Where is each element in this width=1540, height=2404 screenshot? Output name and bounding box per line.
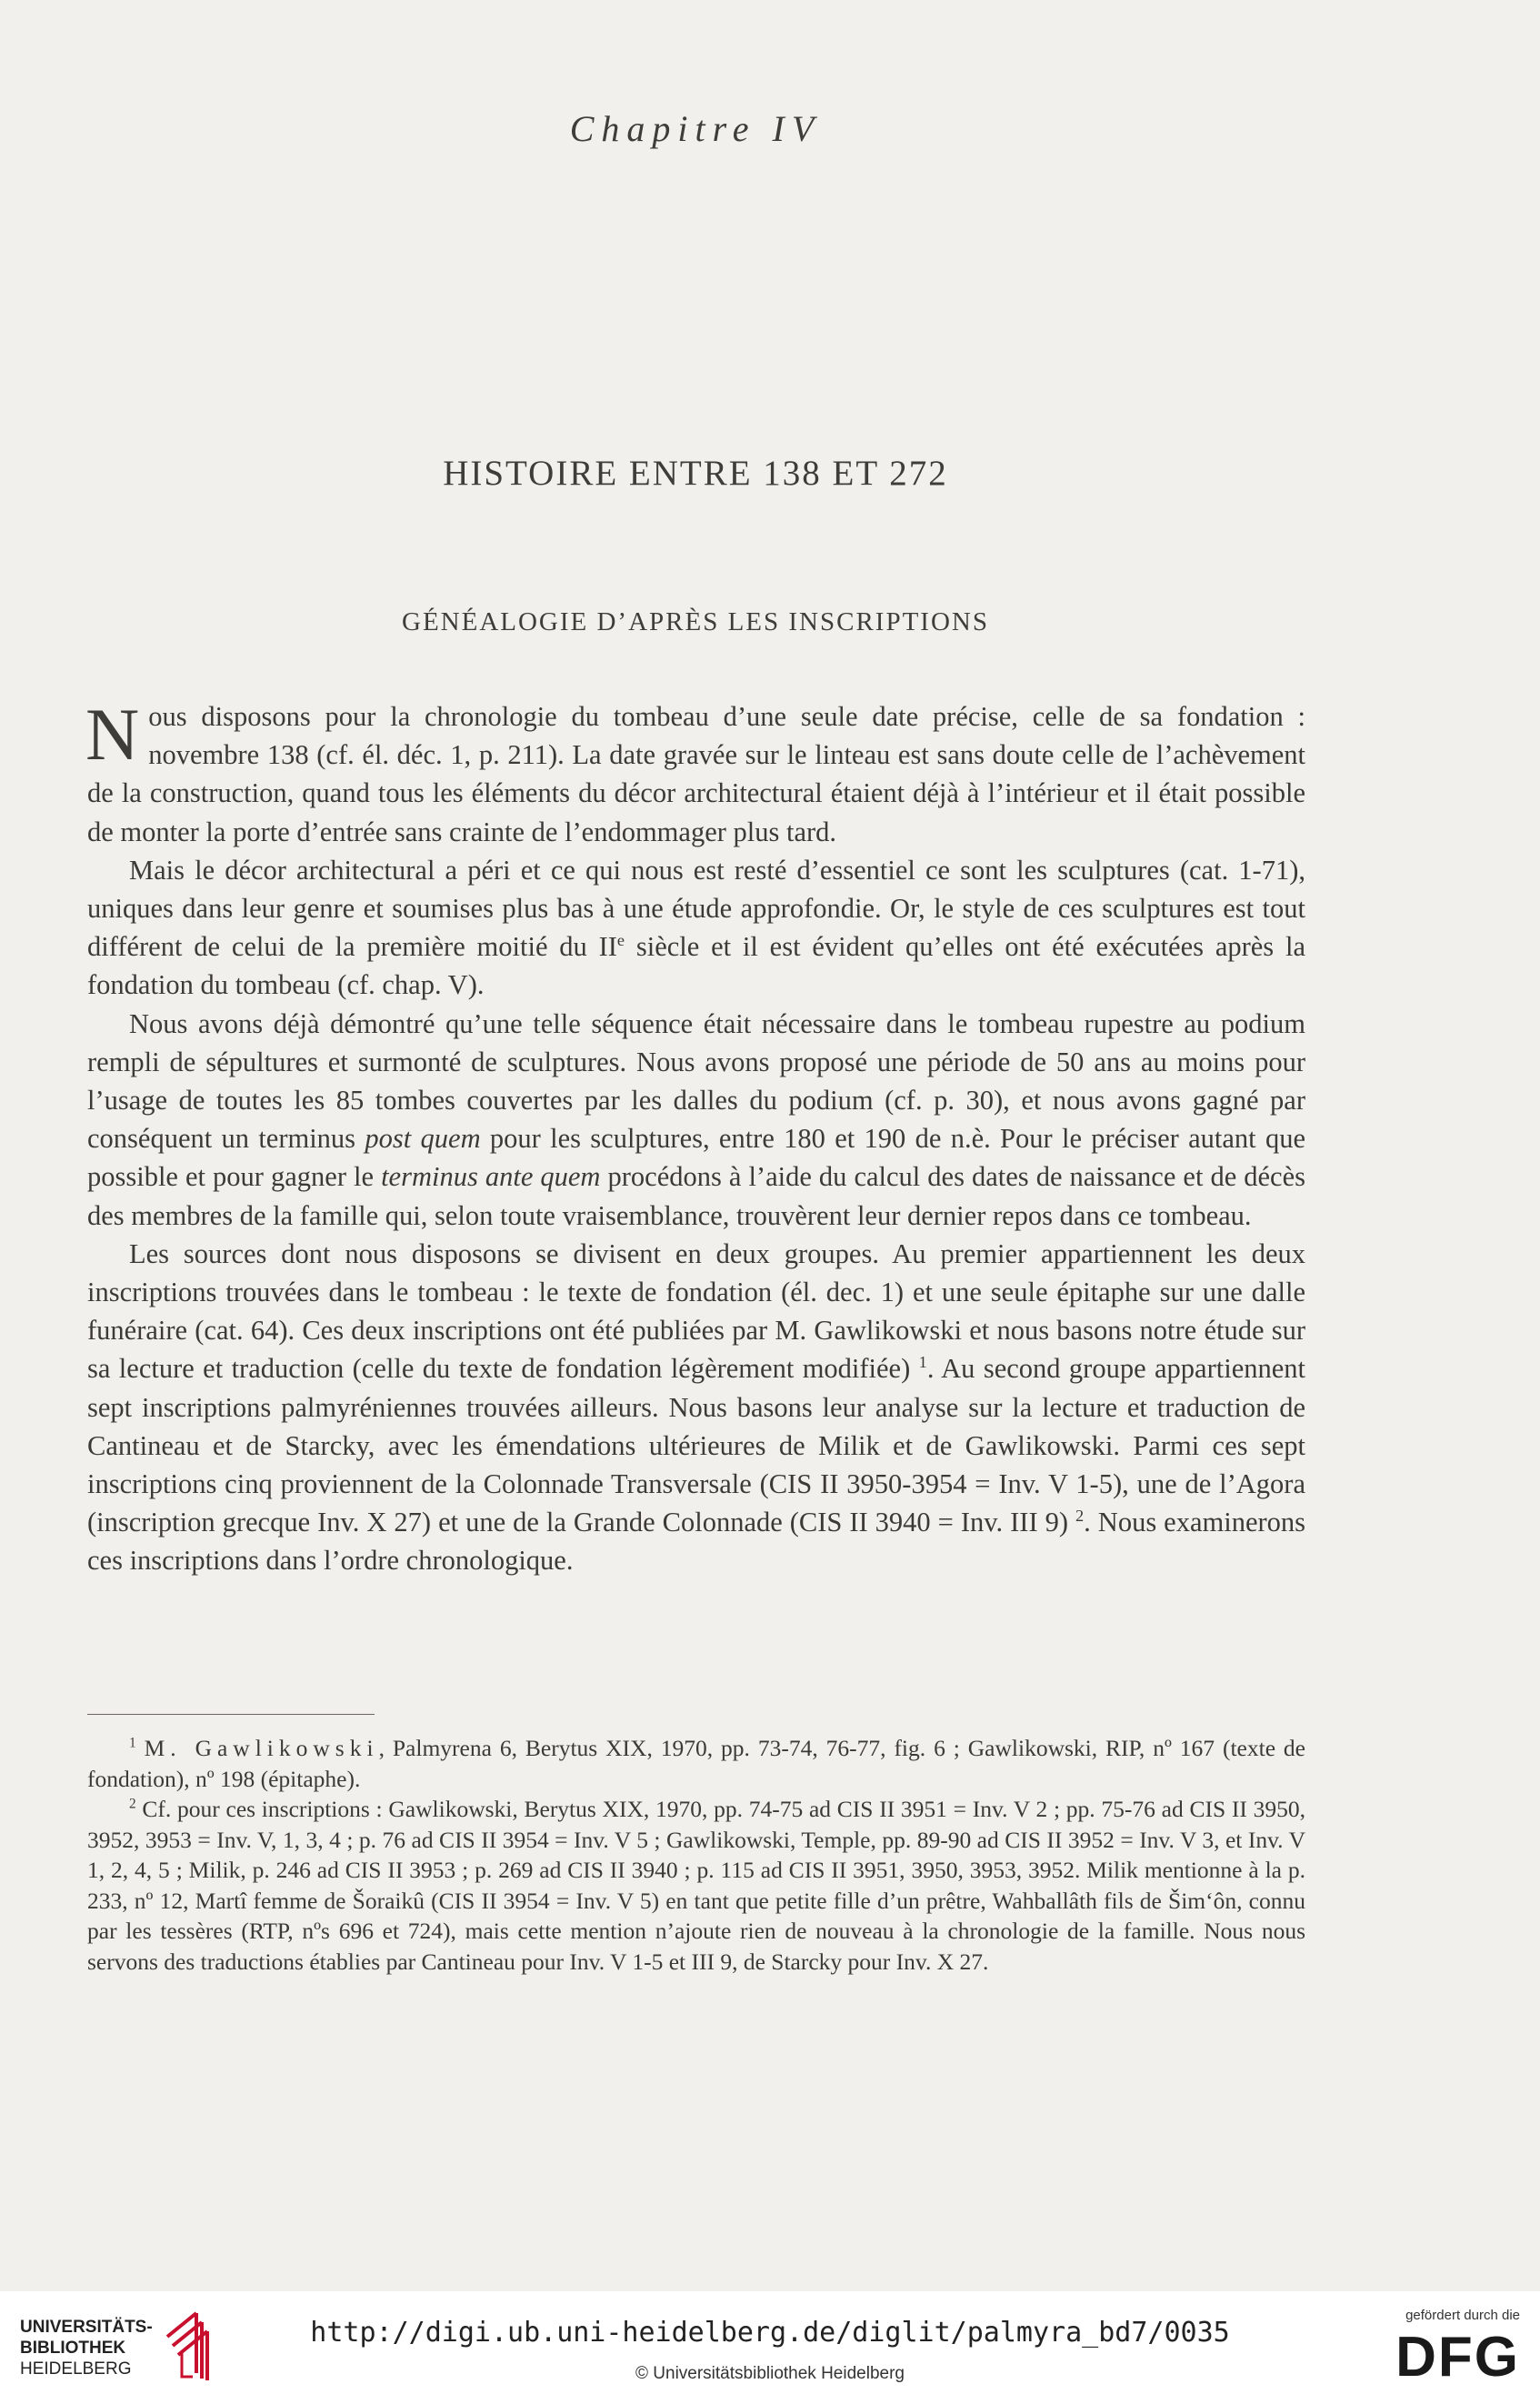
footnote-ref-1[interactable]: 1 (918, 1353, 927, 1372)
footnotes (87, 1733, 1305, 1977)
footnote-separator (87, 1714, 375, 1715)
paragraph-2: Mais le décor architectural a péri et ce qui nous est resté d’essentiel ce sont les sculptures (cat. 1-71), uniques dans leur genre et soumises plus bas à une étude approfondie. Or, le style de ces sculptures est tout différent de celui de la première moitié du IIe siècle et il est évident qu’elles ont été exécutées après la fondation du tombeau (cf. chap. V). (87, 854, 1305, 1001)
chapter-heading: Chapitre IV (569, 108, 822, 149)
section-subtitle: GÉNÉALOGIE D’APRÈS LES INSCRIPTIONS (402, 607, 989, 636)
footnote-ref-2[interactable]: 2 (1075, 1507, 1085, 1526)
drop-cap: N (85, 693, 140, 776)
copyright-notice: © Universitätsbibliothek Heidelberg (635, 2364, 905, 2383)
paragraph-4: Les sources dont nous disposons se divisent en deux groupes. Au premier appartiennent les deux inscriptions trouvées dans le tombeau : le texte de fondation (él. dec. 1) et une seule épitaphe sur une dalle funéraire (cat. 64). Ces deux inscriptions ont été publiées par M. Gawlikowski et nous basons notre étude sur sa lecture et traduction (celle du texte de fondation légèrement modifiée) $^1$. Au second groupe appartiennent sept inscriptions palmyréniennes trouvées ailleurs. Nous basons leur analyse sur la lecture et traduction de Cantineau et de Starcky, avec les émendations ultérieures de Milik et de Gawlikowski. Parmi ces sept inscriptions cinq proviennent de la Colonnade Transversale (CIS II 3950-3954 = Inv. V 1-5), une de l’Agora (inscription grecque Inv. X 27) et une de la Grande Colonnade (CIS II 3940 = Inv. III 9) $^2$. Nous examinerons ces inscriptions dans l’ordre chronologique. (87, 1237, 1306, 1577)
footnote-2: $^2$ Cf. pour ces inscriptions : Gawlikowski, Berytus XIX, 1970, pp. 74-75 ad CIS II 3951 = Inv. V 2 ; pp. 75-76 ad CIS II 3950, 3952, 3953 = Inv. V, 1, 3, 4 ; p. 76 ad CIS II 3954 = Inv. V 5 ; Gawlikowski, Temple, pp. 89-90 ad CIS II 3952 = Inv. V 3, et Inv. V 1, 2, 4, 5 ; Milik, p. 246 ad CIS II 3953 ; p. 269 ad CIS II 3940 ; p. 115 ad CIS II 3951, 3950, 3953, 3952. Milik mentionne à la p. 233, nº 12, Martî femme de Šoraikû (CIS II 3954 = Inv. V 5) en tant que petite fille d’un prêtre, Wahballâth fils de Šim‘ôn, connu par les tessères (RTP, nºs 696 et 724), mais cette mention n’ajoute rien de nouveau à la chronologie de la famille. Nous nous servons des traductions établies par Cantineau pour Inv. V 1-5 et III 9, de Starcky pour Inv. X 27. (87, 1796, 1305, 1975)
library-name: UNIVERSITÄTS- BIBLIOTHEK HEIDELBERG (20, 2318, 153, 2379)
page-title: HISTOIRE ENTRE 138 ET 272 (443, 454, 948, 493)
paragraph-1: Nous disposons pour la chronologie du tombeau d’une seule date précise, celle de sa fondation : novembre 138 (cf. él. déc. 1, p. 211). La date gravée sur le linteau est sans doute celle de l’achèvement de la construction, quand tous les éléments du décor architectural étaient déjà à l’intérieur et il était possible de monter la porte d’entrée sans crainte de l’endommager plus tard. (85, 693, 1305, 847)
dfg-logo: DFG (1395, 2326, 1520, 2389)
funded-by-label: gefördert durch die (1405, 2308, 1520, 2323)
body-text (85, 693, 1306, 1580)
permalink-url[interactable]: http://digi.ub.uni-heidelberg.de/diglit/palmyra_bd7/0035 (310, 2317, 1230, 2349)
paragraph-3: Nous avons déjà démontré qu’une telle séquence était nécessaire dans le tombeau rupestre au podium rempli de sépultures et surmonté de sculptures. Nous avons proposé une période de 50 ans au moins pour l’usage de toutes les 85 tombes couvertes par les dalles du podium (cf. p. 30), et nous avons gagné par conséquent un terminus post quem pour les sculptures, entre 180 et 190 de n.è. Pour le préciser autant que possible et pour gagner le terminus ante quem procédons à l’aide du calcul des dates de naissance et de décès des membres de la famille qui, selon toute vraisemblance, trouvèrent leur dernier repos dans ce tombeau. (87, 1007, 1306, 1231)
footnote-1: $^1$ M. Gawlikowski, Palmyrena 6, Berytus XIX, 1970, pp. 73-74, 76-77, fig. 6 ; Gawlikowski, RIP, nº 167 (texte de fondation), nº 198 (épitaphe). (87, 1735, 1305, 1792)
